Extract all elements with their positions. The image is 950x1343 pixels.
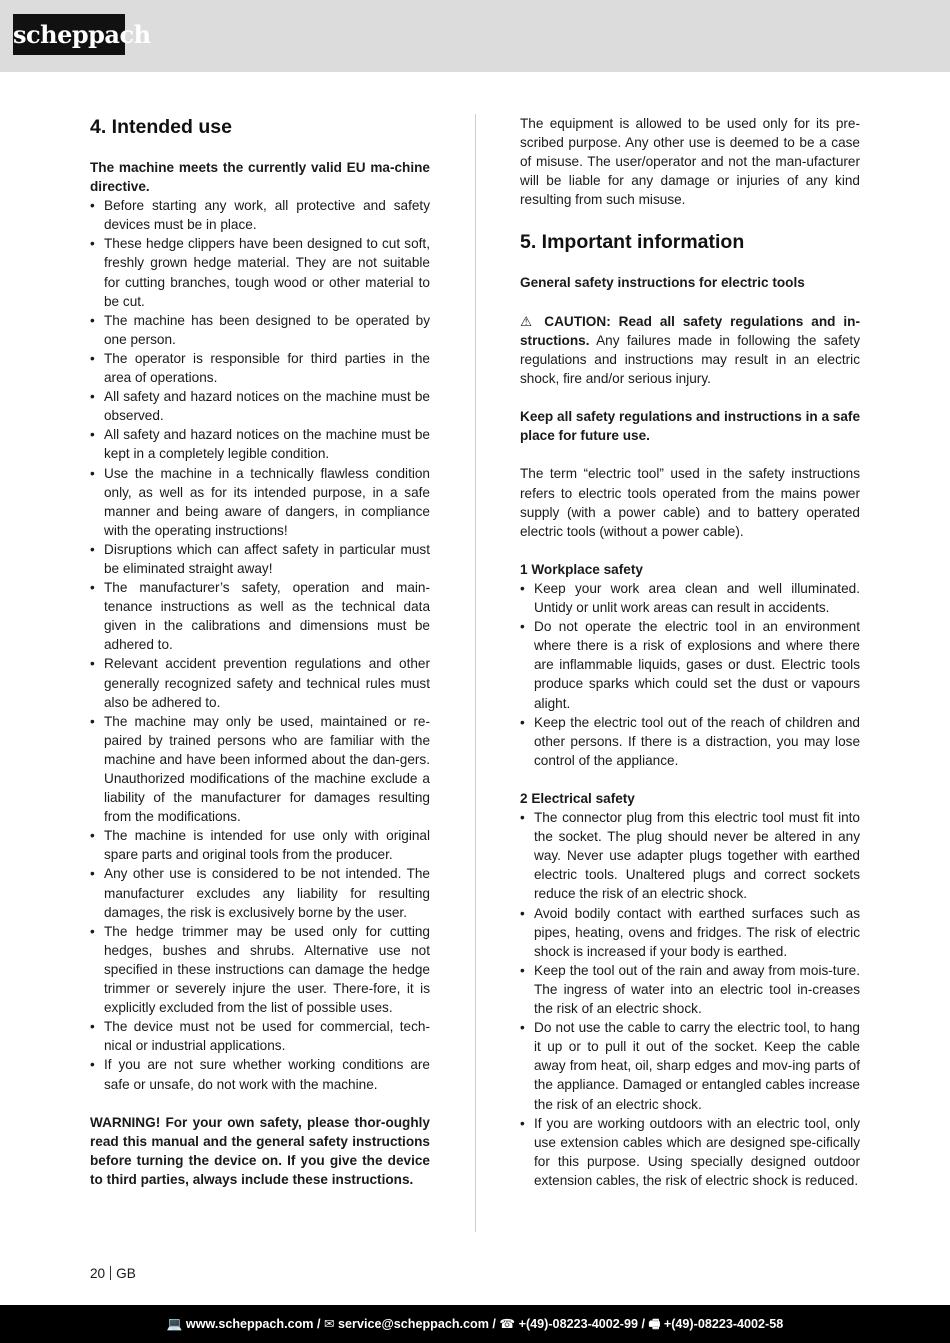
list-item: • Keep the electric tool out of the reach of children and other persons. If there is a distraction, you may lose control of the appliance. bbox=[520, 713, 860, 770]
page-number-separator bbox=[110, 1266, 111, 1280]
caution-paragraph bbox=[520, 312, 860, 388]
right-column bbox=[520, 114, 860, 1190]
list-item: • If you are working outdoors with an electric tool, only use extension cables which are designed spe-cifically for this purpose. Using specially designed outdoor extension cables, the risk of electric shock is reduced. bbox=[520, 1114, 860, 1190]
page-number-value: 20 bbox=[90, 1266, 106, 1281]
warning-paragraph: WARNING! For your own safety, please thor-oughly read this manual and the general safety instructions before turning the device on. If you give the device to third parties, always include these instructions. bbox=[90, 1114, 430, 1187]
list-item: • The machine is intended for use only with original spare parts and original tools from the producer. bbox=[90, 826, 430, 864]
caution-label: ⚠ CAUTION: Read all safety regulations and in-structions. bbox=[520, 313, 860, 348]
footer-contact-text: 💻 www.scheppach.com / ✉ service@scheppach.com / ☎ +(49)-08223-4002-99 / 🖷 +(49)-08223-4002-58 bbox=[166, 1317, 784, 1331]
continuation-paragraph: The equipment is allowed to be used only for its pre-scribed purpose. Any other use is deemed to be a case of misuse. The user/operator and not the man-ufacturer will be liable for any damage or injuries of any kind resulting from such misuse. bbox=[520, 116, 860, 208]
left-column bbox=[90, 114, 430, 1189]
section-5-title: 5. Important information bbox=[520, 231, 745, 254]
page-number bbox=[90, 1264, 136, 1283]
list-item: • Do not use the cable to carry the electric tool, to hang it up or to pull it out of the socket. Keep the cable away from heat, oil, sharp edges and mov-ing parts of the appliance. Damaged or entangled cables increase the risk of an electric shock. bbox=[520, 1018, 860, 1113]
electrical-safety-list bbox=[520, 808, 860, 1190]
list-item: • All safety and hazard notices on the machine must be observed. bbox=[90, 387, 430, 425]
list-item: • Keep your work area clean and well illuminated. Untidy or unlit work areas can result in accidents. bbox=[520, 579, 860, 617]
list-item: • Do not operate the electric tool in an environment where there is a risk of explosions and where there are inflammable liquids, gases or dust. Electric tools produce sparks which could set the dust or vapours alight. bbox=[520, 617, 860, 712]
list-item: • Use the machine in a technically flawless condition only, as well as for its intended purpose, in a safe manner and being aware of dangers, in compliance with the operating instructions! bbox=[90, 464, 430, 540]
brand-logo: scheppach bbox=[13, 14, 125, 55]
list-item: • The device must not be used for commercial, tech-nical or industrial applications. bbox=[90, 1017, 430, 1055]
list-item: • Keep the tool out of the rain and away from mois-ture. The ingress of water into an electric tool in-creases the risk of an electric shock. bbox=[520, 961, 860, 1018]
column-divider bbox=[475, 114, 476, 1232]
intro-paragraph: The machine meets the currently valid EU ma-chine directive. bbox=[90, 160, 430, 195]
list-item: • The connector plug from this electric tool must fit into the socket. The plug should never be altered in any way. Never use adapter plugs together with earthed electric tools. Unaltered plugs and correct sockets reduce the risk of an electric shock. bbox=[520, 808, 860, 903]
section-5 bbox=[520, 229, 860, 255]
workplace-safety-heading: 1 Workplace safety bbox=[520, 561, 643, 577]
list-item: • If you are not sure whether working conditions are safe or unsafe, do not work with the machine. bbox=[90, 1055, 430, 1093]
list-item: • The manufacturer’s safety, operation and main-tenance instructions as well as the technical data given in the calibrations and dimensions must be adhered to. bbox=[90, 578, 430, 654]
keep-instructions-paragraph: Keep all safety regulations and instructions in a safe place for future use. bbox=[520, 409, 860, 444]
footer-contact-bar bbox=[0, 1305, 950, 1343]
list-item: • Any other use is considered to be not intended. The manufacturer excludes any liability for resulting damages, the risk is exclusively borne by the user. bbox=[90, 864, 430, 921]
safety-subtitle: General safety instructions for electric tools bbox=[520, 275, 805, 291]
list-item: • Relevant accident prevention regulations and other generally recognized safety and technical rules must also be adhered to. bbox=[90, 654, 430, 711]
list-item: • All safety and hazard notices on the machine must be kept in a completely legible condition. bbox=[90, 425, 430, 463]
list-item: • Avoid bodily contact with earthed surfaces such as pipes, heating, ovens and fridges. The risk of electric shock is increased if your body is earthed. bbox=[520, 904, 860, 961]
list-item: • The machine has been designed to be operated by one person. bbox=[90, 311, 430, 349]
list-item: • The operator is responsible for third parties in the area of operations. bbox=[90, 349, 430, 387]
section-4-title: 4. Intended use bbox=[90, 116, 232, 138]
language-code: GB bbox=[116, 1266, 136, 1281]
intended-use-list bbox=[90, 196, 430, 1093]
term-paragraph: The term “electric tool” used in the safety instructions refers to electric tools operated from the mains power supply (with a power cable) and to battery operated electric tools (without a power cable). bbox=[520, 466, 860, 539]
list-item: • Before starting any work, all protective and safety devices must be in place. bbox=[90, 196, 430, 234]
list-item: • The machine may only be used, maintained or re-paired by trained persons who are familiar with the machine and have been informed about the dan-gers. Unauthorized modifications of the machine exclude a liability of the manufacturer for damages resulting from the modifications. bbox=[90, 712, 430, 827]
caution-text: Any failures made in following the safety regulations and instructions may result in an electric shock, fire and/or serious injury. bbox=[520, 332, 860, 386]
electrical-safety-heading: 2 Electrical safety bbox=[520, 791, 635, 806]
list-item: • The hedge trimmer may be used only for cutting hedges, bushes and shrubs. Alternative use not specified in these instructions can damage the hedge trimmer or severely injure the user. There-fore, it is explicitly excluded from the list of possible uses. bbox=[90, 922, 430, 1017]
list-item: • Disruptions which can affect safety in particular must be eliminated straight away! bbox=[90, 540, 430, 578]
list-item: • These hedge clippers have been designed to cut soft, freshly grown hedge material. They are not suitable for cutting branches, tough wood or other material to be cut. bbox=[90, 234, 430, 310]
workplace-safety-list bbox=[520, 579, 860, 770]
